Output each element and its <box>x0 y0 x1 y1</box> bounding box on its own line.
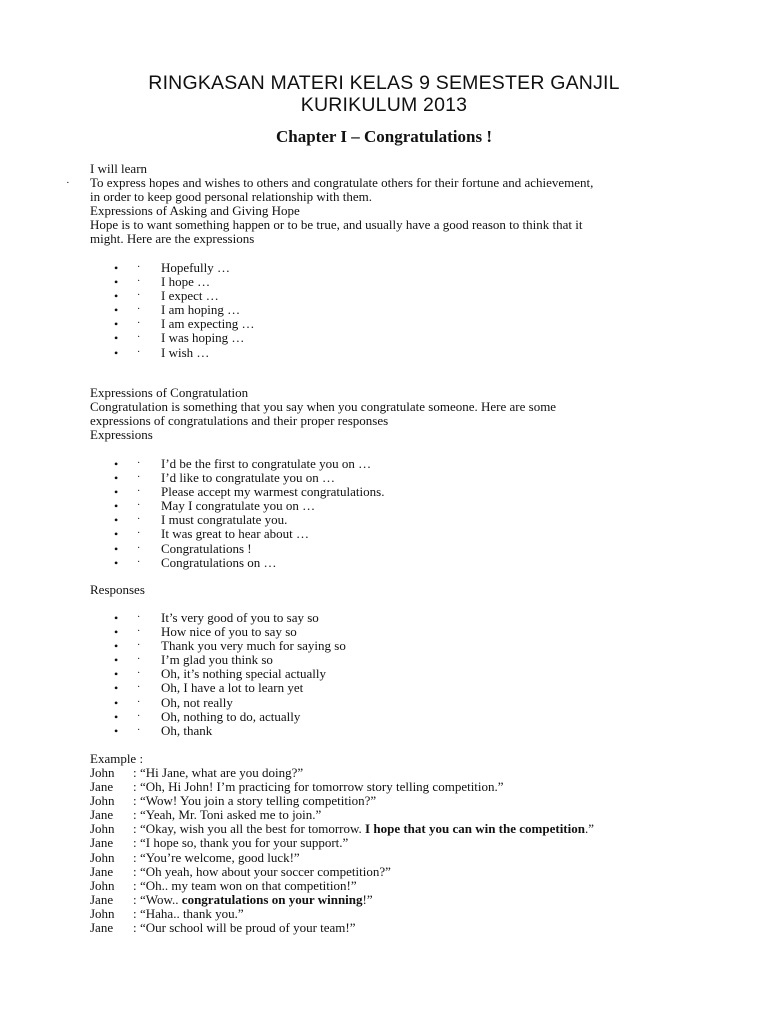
list-item-text: Thank you very much for saying so <box>161 638 346 654</box>
bullet-icon: • <box>114 513 119 528</box>
bullet-icon: • <box>114 681 119 696</box>
dialog-utterance <box>140 794 376 808</box>
list-item-text: May I congratulate you on … <box>161 498 316 514</box>
bullet-icon: • <box>114 667 119 682</box>
bullet-icon: • <box>114 345 119 360</box>
middot-icon: · <box>137 304 141 316</box>
dialog-speaker: John <box>90 877 115 893</box>
utterance-emphasis: I hope that you can win the competition <box>365 821 585 837</box>
list-item-text: Oh, thank <box>161 722 213 738</box>
list-item-text: Please accept my warmest congratulations. <box>161 484 385 500</box>
dialog-utterance <box>140 865 391 879</box>
list-item-text: I was hoping … <box>161 330 245 346</box>
dialog-utterance <box>140 822 594 836</box>
bullet-icon: • <box>114 625 119 640</box>
chapter-heading: Chapter I – Congratulations ! <box>276 127 492 146</box>
utterance-text: “Oh, Hi John! I’m practicing for tomorrow story telling competition.” <box>140 779 504 795</box>
dialog-speaker: John <box>90 905 115 921</box>
middot-icon: · <box>137 640 141 652</box>
dialog-speaker: John <box>90 821 115 837</box>
objective-line-2: in order to keep good personal relationship with them. <box>90 189 372 204</box>
list-item-text: It’s very good of you to say so <box>161 610 319 625</box>
bullet-icon: • <box>114 289 119 304</box>
bullet-icon: • <box>114 653 119 668</box>
list-item-text: I am hoping … <box>161 302 241 318</box>
dialog-speaker: Jane <box>90 835 114 851</box>
dialog-utterance <box>140 808 321 822</box>
middot-icon: · <box>137 276 141 288</box>
hope-desc-line-1: Hope is to want something happen or to be true, and usually have a good reason to think that it <box>90 217 583 232</box>
dialog-utterance <box>140 766 303 780</box>
middot-icon: · <box>137 262 141 273</box>
middot-icon: · <box>137 332 141 344</box>
utterance-text: “Oh.. my team won on that competition!” <box>140 877 357 893</box>
bullet-icon: • <box>114 555 119 570</box>
list-item-text: It was great to hear about … <box>161 526 310 542</box>
dialog-utterance <box>140 851 300 865</box>
middot-icon: · <box>137 626 141 638</box>
list-item-text: I’d be the first to congratulate you on … <box>161 456 372 471</box>
list-item-text: I am expecting … <box>161 316 255 332</box>
dialog-colon: : <box>133 920 137 936</box>
middot-icon: · <box>137 318 141 330</box>
dialog-colon: : <box>133 779 137 795</box>
dialog-speaker: John <box>90 793 115 809</box>
utterance-text: “Wow.. <box>140 891 182 907</box>
dialog-colon: : <box>133 807 137 823</box>
bullet-icon: • <box>114 303 119 318</box>
hope-desc-line-2: might. Here are the expressions <box>90 231 255 246</box>
bullet-icon: • <box>114 611 119 625</box>
dialog-utterance <box>140 907 244 921</box>
objective-line-1: To express hopes and wishes to others and congratulate others for their fortune and achievement, <box>90 175 594 190</box>
middot-icon: · <box>137 346 141 358</box>
dialog-colon: : <box>133 849 137 865</box>
utterance-text: “I hope so, thank you for your support.” <box>140 835 349 851</box>
congrats-heading: Expressions of Congratulation <box>90 385 249 400</box>
bullet-icon: • <box>114 499 119 514</box>
document-title-line2: KURIKULUM 2013 <box>300 94 468 116</box>
bullet-icon: • <box>114 639 119 654</box>
list-item-text: How nice of you to say so <box>161 624 297 640</box>
dialog-colon: : <box>133 891 137 907</box>
bullet-icon: • <box>114 723 119 738</box>
dialog-speaker: Jane <box>90 863 114 879</box>
middot-icon: · <box>137 542 141 554</box>
middot-icon: · <box>137 472 141 484</box>
list-item-text: Oh, nothing to do, actually <box>161 708 301 724</box>
dialog-colon: : <box>133 793 137 809</box>
dialog-colon: : <box>133 765 137 780</box>
utterance-text: “Okay, wish you all the best for tomorrow. <box>140 821 366 837</box>
dialog-utterance <box>140 836 348 850</box>
bullet-icon: • <box>114 261 119 275</box>
dialog-colon: : <box>133 877 137 893</box>
utterance-tail: .” <box>584 821 595 837</box>
expressions-label: Expressions <box>90 427 153 442</box>
utterance-text: “Wow! You join a story telling competition?” <box>140 793 377 809</box>
middot-icon: · <box>137 682 141 694</box>
middot-icon: · <box>137 710 141 722</box>
list-item-text: I’m glad you think so <box>161 652 273 668</box>
bullet-icon: • <box>114 275 119 290</box>
middot-icon: · <box>137 556 141 568</box>
middot-icon: · <box>137 500 141 512</box>
dialog-colon: : <box>133 863 137 879</box>
dialog-speaker: Jane <box>90 891 114 907</box>
dialog-speaker: John <box>90 765 115 780</box>
list-item-text: I’d like to congratulate you on … <box>161 470 336 486</box>
bullet-icon: • <box>114 457 119 471</box>
list-item-text: I expect … <box>161 288 219 304</box>
congrats-desc-line-1: Congratulation is something that you say when you congratulate someone. Here are some <box>90 399 557 414</box>
dialog-speaker: Jane <box>90 779 114 795</box>
middot-icon: · <box>137 458 141 469</box>
utterance-text: “Haha.. thank you.” <box>140 905 244 921</box>
objective-dot-icon: · <box>66 177 70 189</box>
dialog-utterance <box>140 879 357 893</box>
list-item-text: I must congratulate you. <box>161 512 288 528</box>
middot-icon: · <box>137 612 141 623</box>
middot-icon: · <box>137 668 141 680</box>
bullet-icon: • <box>114 331 119 346</box>
utterance-tail: !” <box>362 891 373 907</box>
hope-heading: Expressions of Asking and Giving Hope <box>90 203 300 218</box>
bullet-icon: • <box>114 709 119 724</box>
bullet-icon: • <box>114 485 119 500</box>
utterance-text: “Our school will be proud of your team!” <box>140 920 356 936</box>
utterance-text: “Hi Jane, what are you doing?” <box>140 765 304 780</box>
list-item-text: Hopefully … <box>161 260 230 275</box>
list-item-text: Oh, not really <box>161 694 233 710</box>
dialog-colon: : <box>133 905 137 921</box>
bullet-icon: • <box>114 527 119 542</box>
middot-icon: · <box>137 290 141 302</box>
bullet-icon: • <box>114 541 119 556</box>
dialog-speaker: John <box>90 849 115 865</box>
congrats-desc-line-2: expressions of congratulations and their proper responses <box>90 413 389 428</box>
utterance-text: “You’re welcome, good luck!” <box>140 849 300 865</box>
middot-icon: · <box>137 528 141 540</box>
example-label: Example : <box>90 751 144 766</box>
bullet-icon: • <box>114 471 119 486</box>
dialog-utterance <box>140 780 504 794</box>
list-item-text: Congratulations on … <box>161 554 277 570</box>
dialog-speaker: Jane <box>90 807 114 823</box>
list-item-text: I hope … <box>161 274 211 290</box>
utterance-text: “Yeah, Mr. Toni asked me to join.” <box>140 807 322 823</box>
dialog-colon: : <box>133 821 137 837</box>
dialog-colon: : <box>133 835 137 851</box>
list-item-text: Congratulations ! <box>161 540 252 556</box>
dialog-speaker: Jane <box>90 920 114 936</box>
middot-icon: · <box>137 696 141 708</box>
learn-label: I will learn <box>90 161 148 176</box>
dialog-utterance <box>140 893 373 907</box>
middot-icon: · <box>137 724 141 736</box>
utterance-emphasis: congratulations on your winning <box>181 891 363 907</box>
utterance-text: “Oh yeah, how about your soccer competition?” <box>140 863 391 879</box>
middot-icon: · <box>137 514 141 526</box>
middot-icon: · <box>137 654 141 666</box>
list-item-text: I wish … <box>161 344 210 360</box>
middot-icon: · <box>137 486 141 498</box>
list-item-text: Oh, it’s nothing special actually <box>161 666 326 682</box>
dialog-utterance <box>140 921 356 935</box>
bullet-icon: • <box>114 695 119 710</box>
document-title-line1: RINGKASAN MATERI KELAS 9 SEMESTER GANJIL <box>148 72 620 94</box>
responses-label: Responses <box>90 582 145 597</box>
list-item-text: Oh, I have a lot to learn yet <box>161 680 304 696</box>
bullet-icon: • <box>114 317 119 332</box>
